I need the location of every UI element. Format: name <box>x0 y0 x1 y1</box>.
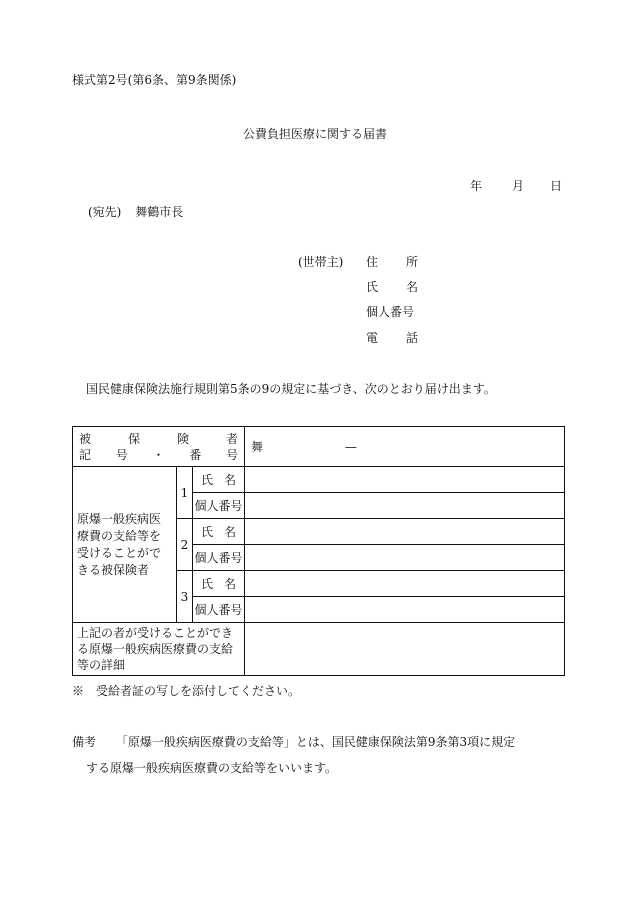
remarks-line1 <box>72 734 515 750</box>
head-of-household-label: (世帯主) <box>298 255 344 269</box>
insured-label-line1: 被 保 険 者 <box>79 431 238 446</box>
person-2-personal-number-label: 個人番号 <box>193 545 245 571</box>
person-3-name-field[interactable] <box>245 571 565 597</box>
person-number-2: 2 <box>177 519 193 571</box>
person-2-personal-number-field[interactable] <box>245 545 565 571</box>
person-1-personal-number-field[interactable] <box>245 493 565 519</box>
addressee-name: 舞鶴市長 <box>135 205 184 219</box>
beneficiary-label-cell: 原爆一般疾病医療費の支給等を受けることができる被保険者 <box>73 467 177 623</box>
insured-dash: — <box>344 439 357 454</box>
insured-number-field[interactable] <box>245 427 565 467</box>
person-1-personal-number-label: 個人番号 <box>193 493 245 519</box>
details-field[interactable] <box>245 623 565 676</box>
person-3-personal-number-label: 個人番号 <box>193 597 245 623</box>
person-2-name-field[interactable] <box>245 519 565 545</box>
insured-prefix: 舞 <box>251 439 264 454</box>
person-number-3: 3 <box>177 571 193 623</box>
phone-label: 電 話 <box>366 331 418 345</box>
person-number-1: 1 <box>177 467 193 519</box>
applicant-name-label: 氏 名 <box>366 280 418 294</box>
attachment-note: ※ 受給者証の写しを添付してください。 <box>72 684 301 698</box>
notification-table <box>72 426 565 676</box>
person-3-personal-number-field[interactable] <box>245 597 565 623</box>
personal-number-label: 個人番号 <box>366 305 415 319</box>
insured-number-label-cell <box>73 427 245 467</box>
person-2-name-label: 氏 名 <box>193 519 245 545</box>
remarks-text1: 「原爆一般疾病医療費の支給等」とは、国民健康保険法第9条第3項に規定 <box>115 735 516 749</box>
addressee <box>88 204 183 220</box>
date-line <box>470 178 562 194</box>
year-label: 年 <box>470 179 483 193</box>
addressee-prefix: (宛先) <box>88 205 122 219</box>
person-1-name-label: 氏 名 <box>193 467 245 493</box>
statement: 国民健康保険法施行規則第5条の9の規定に基づき、次のとおり届け出ます。 <box>86 382 496 396</box>
form-number: 様式第2号(第6条、第9条関係) <box>72 73 237 87</box>
remarks-label: 備考 <box>72 735 97 749</box>
page-title: 公費負担医療に関する届書 <box>242 127 387 141</box>
remarks-line2: する原爆一般疾病医療費の支給等をいいます。 <box>86 761 338 775</box>
details-label-cell: 上記の者が受けることができる原爆一般疾病医療費の支給等の詳細 <box>73 623 245 676</box>
person-1-name-field[interactable] <box>245 467 565 493</box>
insured-label-line2: 記 号 ・ 番 号 <box>79 447 238 462</box>
day-label: 日 <box>550 179 563 193</box>
address-label: 住 所 <box>366 255 418 269</box>
person-3-name-label: 氏 名 <box>193 571 245 597</box>
month-label: 月 <box>512 179 525 193</box>
